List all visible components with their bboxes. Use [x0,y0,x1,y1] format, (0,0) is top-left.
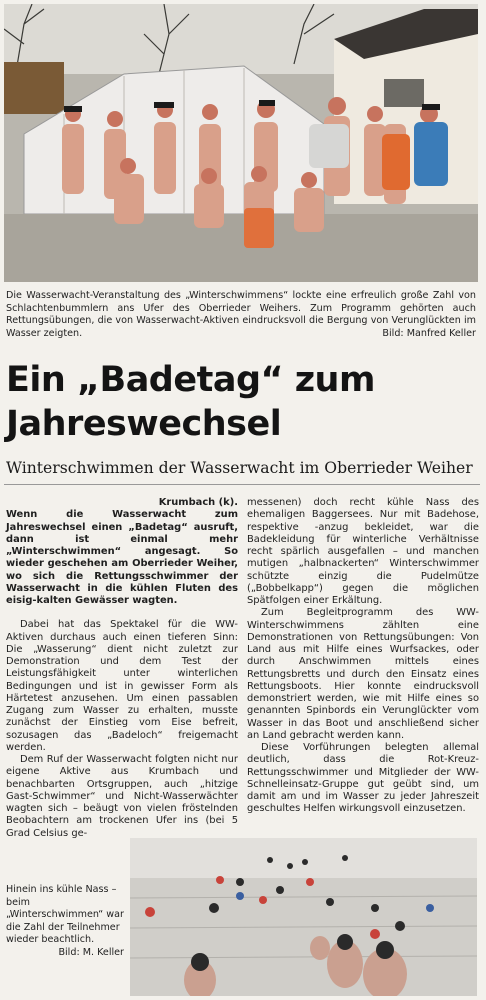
top-caption-text: Die Wasserwacht-Veranstaltung des „Winterschwimmens“ lockte eine erfreulich große Zahl von Schlachtenbummlern ans Ufer des Oberrieder Weihers. Zum Programm gehörten auch Rettungsübungen, die von Wasserwacht-Aktiven eindrucksvoll die Bergung von Verunglückten im Wasser zeigten. [6,290,476,339]
article-column-right [247,497,479,816]
top-photo-credit: Bild: Manfred Keller [382,327,476,339]
divider [4,484,480,485]
article-paragraph: Dabei hat das Spektakel für die WW-Aktiven durchaus auch einen tieferen Sinn: Die „Wasserung“ dient nicht zuletzt zur Demonstration und dem Test der Leistungsfähigkeit unter winterlichen Bedingungen und ist in gewisser Form als Härtetest anzusehen. Um einen passablen Zugang zum Wasser zu erhalten, musste zunächst der Einstieg vom Eise befreit, sozusagen das „Badeloch“ freigemacht werden. [6,619,238,753]
article-column-left [6,497,238,840]
group-photo [4,4,478,282]
bottom-caption-text: Hinein ins kühle Nass – beim „Winterschwimmen“ war die Zahl der Teilnehmer wieder beachtlich. [6,884,124,946]
headline-line-1: Ein „Badetag“ zum [6,360,375,400]
headline [6,358,480,446]
article-paragraph: messenen) doch recht kühle Nass des ehemaligen Baggersees. Nur mit Badehose, respektive -anzug bekleidet, war die Badekleidung für winterliche Verhältnisse recht spärlich ausgefallen – und manchen mutigen „halbnackerten“ Winterschwimmer schützte einzig die Pudelmütze („Bobbelkapp“) gegen die möglichen Spätfolgen einer Erkältung. [247,497,479,606]
article-paragraph: Zum Begleitprogramm des WW-Winterschwimmens zählten eine Demonstrationen von Rettungsübungen: Von Land aus mit Hilfe eines Wurfsackes, oder durch Anschwimmen mittels eines Rettungsbretts und durch den Einsatz eines Rettungsboots. Hier konnte eindrucksvoll demonstriert werden, wie mit Hilfe eines so genannten Spinbords ein Verunglückter vom Wasser in das Boot und anschließend sicher an Land gebracht werden kann. [247,607,479,741]
headline-line-2: Jahreswechsel [6,404,282,444]
subheadline: Winterschwimmen der Wasserwacht im Oberrieder Weiher [6,459,473,477]
bottom-photo-credit: Bild: M. Keller [58,946,124,958]
article-paragraph: Diese Vorführungen belegten allemal deutlich, dass die Rot-Kreuz-Rettungsschwimmer und Mitglieder der WW-Schnelleinsatz-Gruppe gut geübt sind, um damit am und im Wasser zu jeder Jahreszeit geschultes Helfen wirkungsvoll einzusetzen. [247,742,479,815]
article-paragraph: Dem Ruf der Wasserwacht folgten nicht nur eigene Aktive aus Krumbach und benachbarten Ortsgruppen, auch „hitzige Gast-Schwimmer“ und Nicht-Wasserwächter wagten sich – beäugt von vielen fröstelnden Beobachtern am trockenen Ufer ins (bei 5 Grad Celsius ge- [6,754,238,839]
bottom-photo-caption [6,884,124,960]
article-lead: Wenn die Wasserwacht zum Jahreswechsel einen „Badetag“ ausruft, dann ist einmal mehr „Winterschwimmen“ angesagt. So wieder geschehen am Oberrieder Weiher, wo sich die Rettungsschwimmer der Wasserwacht in die kühlen Fluten des eisig-kalten Gewässer wagten. [6,509,238,606]
dateline: Krumbach (k). [158,497,238,508]
swimmers-photo [130,838,477,996]
top-photo-caption [6,290,476,340]
